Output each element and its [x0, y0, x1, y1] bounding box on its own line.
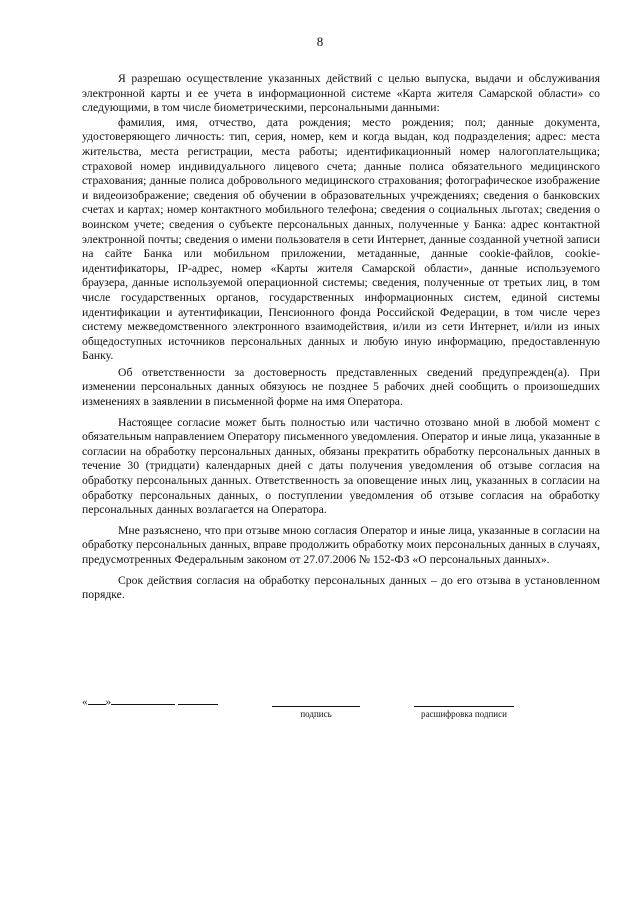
day-blank[interactable] — [88, 694, 106, 705]
signature-line[interactable] — [272, 706, 360, 707]
paragraph-explanation: Мне разъяснено, что при отзыве мною согласия Оператор и иные лица, указанные в согласии на обработку персональных данных, вправе продолжить обработку моих персональных данных в случаях, предусмотренных Федеральным законом от 27.07.2006 № 152-ФЗ «О персональных данных». — [82, 523, 600, 566]
decoding-caption: расшифровка подписи — [421, 709, 507, 719]
document-body — [82, 72, 600, 605]
signature-caption: подпись — [300, 709, 332, 719]
paragraph-data-list: фамилия, имя, отчество, дата рождения; место рождения; пол; данные документа, удостоверяющего личность: тип, серия, номер, кем и когда выдан, код подразделения; адрес: места жительства, места регистрации, места работы; идентификационный номер налогоплательщика; страховой номер индивидуального лицевого счета; данные полиса обязательного медицинского страхования; данные полиса добровольного медицинского страхования; фотографическое изображение и видеоизображение; сведения об обучении в образовательных учреждениях; сведения о банковских счетах и картах; номер контактного мобильного телефона; сведения о социальных льготах; сведения о воинском учете; сведения о субъекте персональных данных, полученные у Банка: адрес контактной электронной почты; сведения о имени пользователя в сети Интернет, данные созданной учетной записи на сайте Банка или мобильном приложении, метаданные, данные cookie-файлов, cookie-идентификаторы, IP-адрес, номер «Карты жителя Самарской области», данные используемого браузера, данные используемой операционной системы; сведения, полученные от третьих лиц, в том числе государственных органов, государственных информационных систем, единой системы идентификации и аутентификации, Пенсионного фонда Российской Федерации, в том числе через систему межведомственного электронного взаимодействия, и/или из сети Интернет, и/или из иных общедоступных источников персональных данных и любую иную информацию, предоставленную Банку. — [82, 115, 600, 363]
paragraph-revocation: Настоящее согласие может быть полностью или частично отозвано мной в любой момент с обязательным направлением Оператору письменного уведомления. Оператор и иные лица, указанные в согласии на обработку персональных данных, обязаны прекратить обработку персональных данных в течение 30 (тридцати) календарных дней с даты получения уведомления об отзыве согласия на обработку персональных данных. Ответственность за оповещение иных лиц, указанных в согласии на обработку персональных данных, о поступлении уведомления об отзыве согласия на обработку персональных данных возлагается на Оператора. — [82, 415, 600, 517]
signature-row — [82, 694, 600, 724]
decoding-line[interactable] — [414, 706, 514, 707]
date-field[interactable] — [82, 694, 218, 708]
month-blank[interactable] — [111, 694, 175, 705]
quote-close: » — [105, 696, 111, 708]
paragraph-consent: Я разрешаю осуществление указанных действий с целью выпуска, выдачи и обслуживания электронной карты и ее учета в информационной системе «Карта жителя Самарской области» со следующими, в том числе биометрическими, персональными данными: — [82, 72, 600, 115]
paragraph-responsibility: Об ответственности за достоверность представленных сведений предупрежден(а). При изменении персональных данных обязуюсь не позднее 5 рабочих дней сообщить о произошедших изменениях в заявлении в письменной форме на имя Оператора. — [82, 365, 600, 409]
quote-open: « — [82, 696, 88, 708]
paragraph-term: Срок действия согласия на обработку персональных данных – до его отзыва в установленном порядке. — [82, 573, 600, 602]
year-blank[interactable] — [178, 694, 218, 705]
page-number: 8 — [316, 34, 324, 49]
